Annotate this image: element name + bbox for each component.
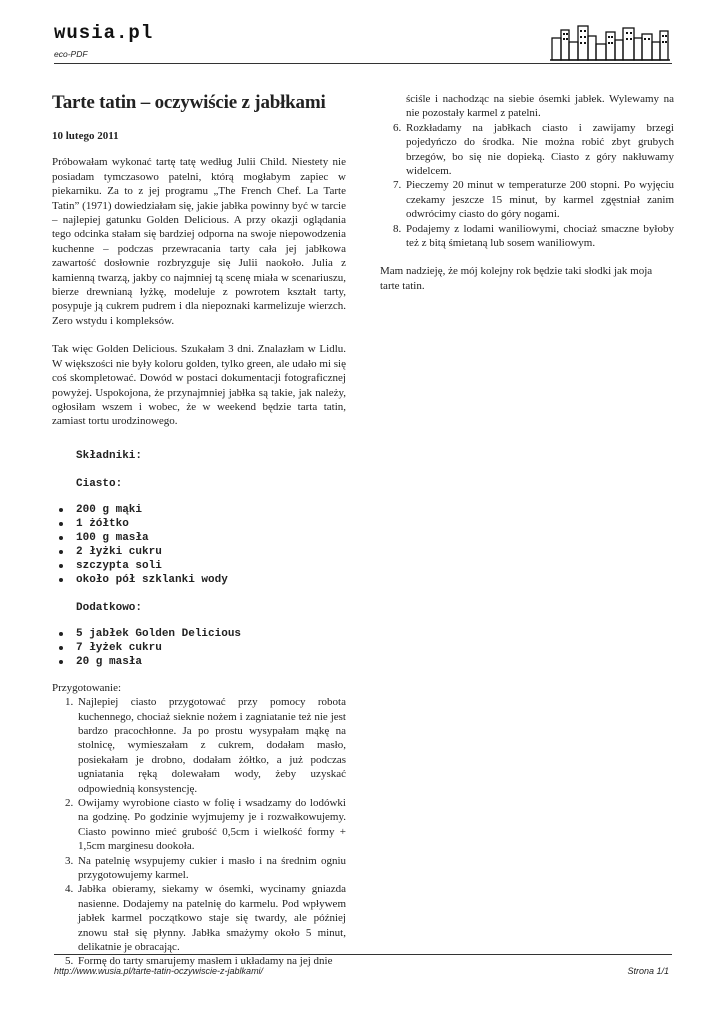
list-item: 2 łyżki cukru	[76, 545, 346, 559]
list-item: szczypta soli	[76, 559, 346, 573]
city-skyline-icon	[550, 22, 670, 62]
footer-url-link[interactable]: http://www.wusia.pl/tarte-tatin-oczywiscie-z-jablkami/	[54, 966, 264, 976]
list-item: 5. Formę do tarty smarujemy masłem i układamy na jej dnie	[76, 954, 346, 968]
article-date: 10 lutego 2011	[52, 130, 119, 142]
dough-ingredients-list	[52, 503, 346, 587]
list-item: 2. Owijamy wyrobione ciasto w folię i wsadzamy do lodówki na godzinę. Po godzinie wyjmujemy je i rozwałkowujemy. Ciasto powinno mieć grubość 0,5cm i wielkość formy + 1,5cm marginesu dookoła.	[76, 796, 346, 854]
closing-paragraph: Mam nadzieję, że mój kolejny rok będzie taki słodki jak moja tarte tatin.	[380, 265, 653, 292]
header-divider	[54, 63, 672, 64]
page-number: Strona 1/1	[627, 966, 669, 976]
article-title: Tarte tatin – oczywiście z jabłkami	[52, 92, 326, 113]
list-item: 5 jabłek Golden Delicious	[76, 627, 346, 641]
list-item: 200 g mąki	[76, 503, 346, 517]
second-paragraph: Tak więc Golden Delicious. Szukałam 3 dni. Znalazłam w Lidlu. W większości nie były koloru golden, tylko green, ale udało mi się coś skompletować. Dowód w postaci dokumentacji fotograficznej powyżej. Uspokojona, że przynajmniej jabłka są takie, jak należy, ogłosiłam wszem i wobec, że w weekend będzie tarta tatin, zamiast tortu urodzinowego.	[52, 343, 346, 428]
right-column	[380, 92, 674, 293]
list-item: 4. Jabłka obieramy, siekamy w ósemki, wycinamy gniazda nasienne. Dodajemy na patelnię do karmelu. Pod wpływem jabłek karmel początkowo staje się twardy, ale później znowu stał się płynny. Jabłka smażymy około 5 minut, delikatnie je obracając.	[76, 882, 346, 954]
extra-ingredients-list	[52, 627, 346, 669]
site-title[interactable]: wusia.pl	[54, 22, 154, 44]
site-subtitle: eco-PDF	[54, 49, 88, 59]
dough-heading: Ciasto:	[76, 477, 123, 490]
list-item: 8. Podajemy z lodami waniliowymi, chociaż smaczne byłoby też z bitą śmietaną lub sosem waniliowym.	[404, 222, 674, 251]
list-item: 7 łyżek cukru	[76, 641, 346, 655]
list-item: 3. Na patelnię wsypujemy cukier i masło i na średnim ogniu przygotowujemy karmel.	[76, 854, 346, 883]
footer-divider	[54, 954, 672, 955]
list-item: 1. Najlepiej ciasto przygotować przy pomocy robota kuchennego, chociaż sieknie nożem i zagniatanie też nie jest bardzo pracochłonne. Ja po prostu wysypałam mąkę na stolnicę, wymieszałam z cukrem, dodałam masło, posiekałam je drobno, dodałam żółtko, a już podczas ugniatania ręką dolewałam wody, żeby uzyskać odpowiednią konsystencję.	[76, 695, 346, 796]
intro-paragraph: Próbowałam wykonać tartę tatę według Julii Child. Niestety nie posiadam tymczasowo patelni, którą mogłabym zapiec w piekarniku. Za to z jej programu „The French Chef. La Tarte Tatin” (1971) dowiedziałam się, jakie jabłka powinny być w tarcie – najlepiej gatunku Golden Delicious. A przy okazji oglądania tego odcinka stałam się bardziej odporna na swoje niepowodzenia kuchenne – podczas przewracania tarty cała jej jabłkowa zawartość dosłownie rozbryzguje się Julii naokoło. Julia z kamienną twarzą, jakby co najmniej tą scenę miała w scenariuszu, bierze drewnianą łyżkę, modeluje z powrotem kształt tarty, posypuje ją cukrem pudrem i dla niepoznaki karmelizuje wierzch. Zero wstydu i kompleksów.	[52, 156, 346, 327]
page-header	[54, 22, 670, 62]
preparation-heading: Przygotowanie:	[52, 681, 122, 694]
extra-heading: Dodatkowo:	[76, 601, 143, 614]
left-column	[52, 92, 346, 969]
preparation-steps-list-continued	[380, 121, 674, 251]
preparation-steps-list	[52, 695, 346, 969]
list-item: 20 g masła	[76, 655, 346, 669]
step-continuation: ściśle i nachodząc na siebie ósemki jabłek. Wylewamy na nie pozostały karmel z patelni.	[406, 93, 674, 120]
list-item: 100 g masła	[76, 531, 346, 545]
list-item: 1 żółtko	[76, 517, 346, 531]
list-item: około pół szklanki wody	[76, 573, 346, 587]
list-item: 7. Pieczemy 20 minut w temperaturze 200 stopni. Po wyjęciu czekamy jeszcze 15 minut, by karmel zgęstniał zanim odwrócimy ciasto do góry nogami.	[404, 178, 674, 221]
ingredients-heading: Składniki:	[76, 449, 143, 462]
list-item: 6. Rozkładamy na jabłkach ciasto i zawijamy brzegi pojedyńczo do środka. Nie można robić zbyt grubych brzegów, bo się nie dopieką. Ciasto z góry nakłuwamy widelcem.	[404, 121, 674, 179]
